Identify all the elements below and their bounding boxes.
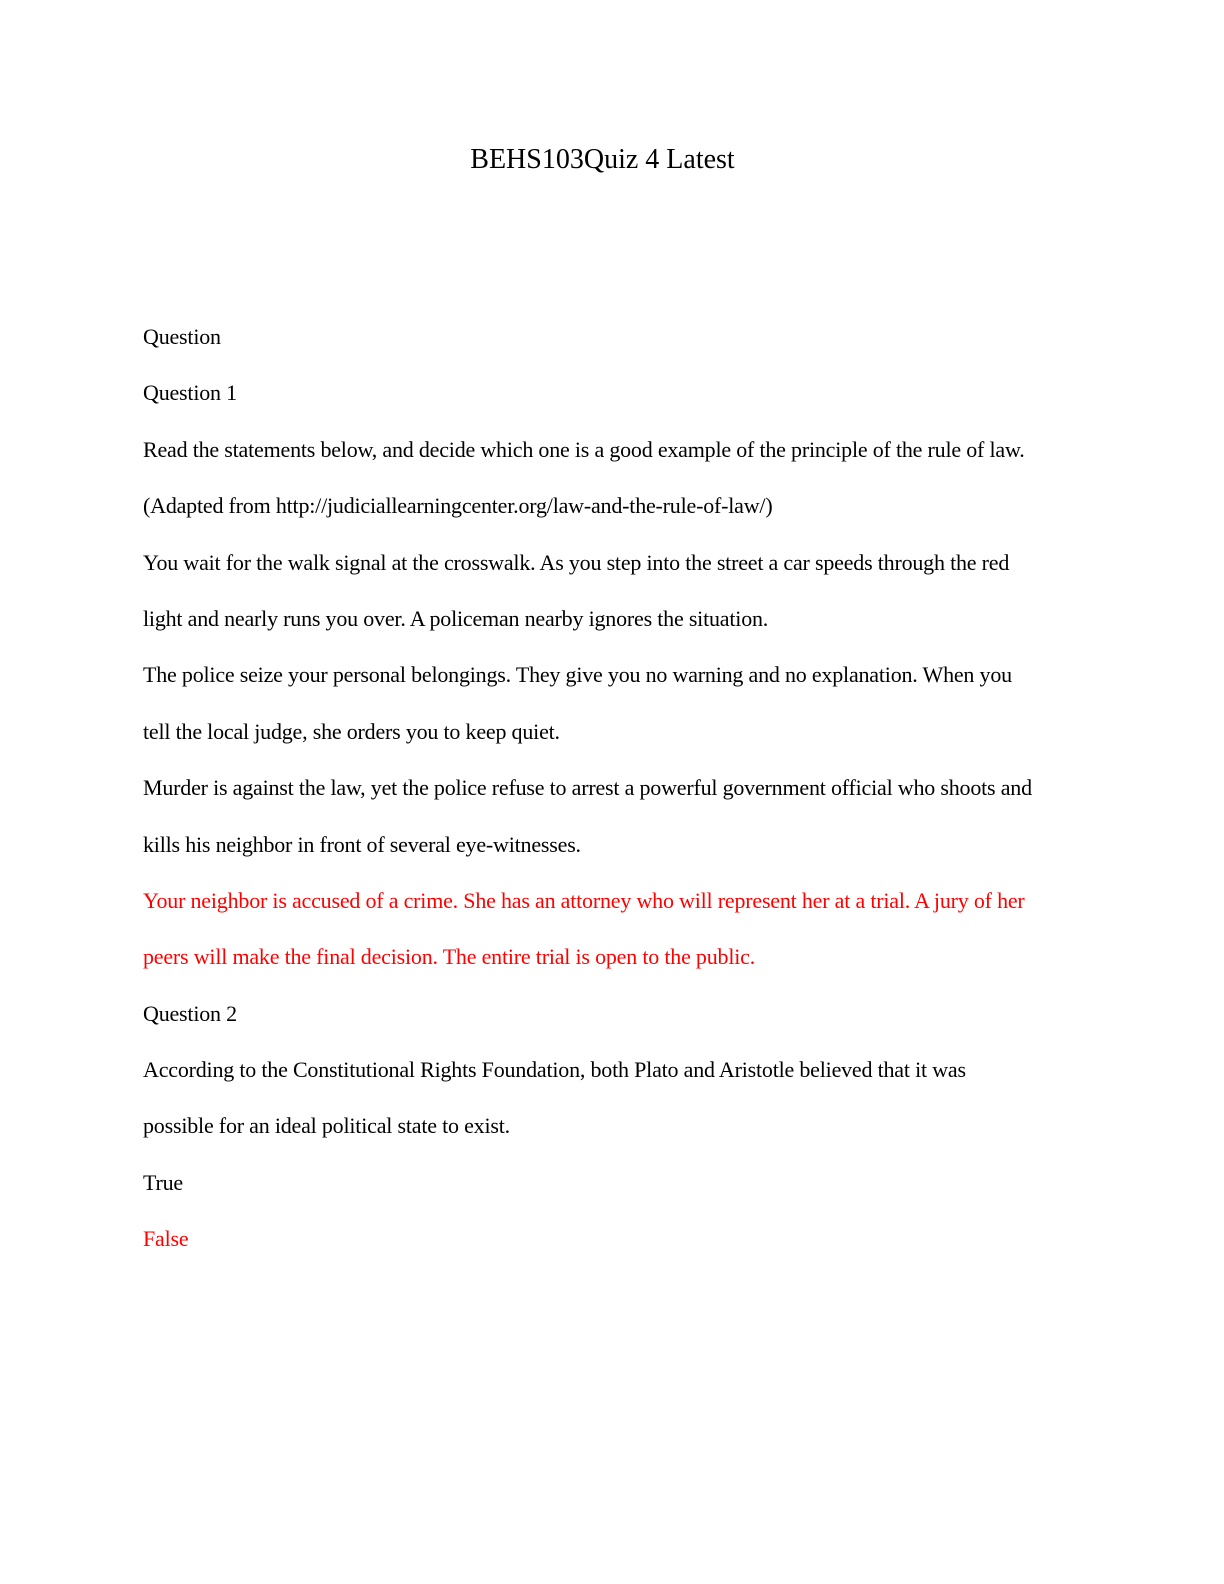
question-1-option-c: Murder is against the law, yet the police refuse to arrest a powerful government official who shoots and (143, 775, 1032, 801)
question-1-correct-answer: Your neighbor is accused of a crime. She has an attorney who will represent her at a trial. A jury of her (143, 887, 1025, 913)
question-2-prompt-cont: possible for an ideal political state to exist. (143, 1113, 510, 1139)
question-1-correct-answer-cont: peers will make the final decision. The entire trial is open to the public. (143, 944, 756, 970)
question-2-correct-answer: False (143, 1226, 189, 1252)
question-1-option-a-cont: light and nearly runs you over. A policeman nearby ignores the situation. (143, 605, 769, 631)
question-1-label: Question 1 (143, 380, 237, 406)
question-1-prompt: Read the statements below, and decide which one is a good example of the principle of the rule of law. (143, 436, 1025, 462)
document-title: BEHS103Quiz 4 Latest (470, 144, 735, 175)
question-1-option-c-cont: kills his neighbor in front of several eye-witnesses. (143, 831, 581, 857)
question-1-source: (Adapted from http://judiciallearningcenter.org/law-and-the-rule-of-law/) (143, 493, 773, 519)
question-1-option-b: The police seize your personal belongings. They give you no warning and no explanation. When you (143, 662, 1012, 688)
section-label: Question (143, 324, 221, 349)
question-1-option-a: You wait for the walk signal at the crosswalk. As you step into the street a car speeds through the red (143, 549, 1010, 575)
question-1-option-b-cont: tell the local judge, she orders you to keep quiet. (143, 718, 560, 744)
question-2-prompt: According to the Constitutional Rights Foundation, both Plato and Aristotle believed that it was (143, 1057, 966, 1083)
question-2-label: Question 2 (143, 1000, 237, 1026)
question-2-option-true: True (143, 1169, 183, 1195)
quiz-body (143, 309, 1083, 1268)
